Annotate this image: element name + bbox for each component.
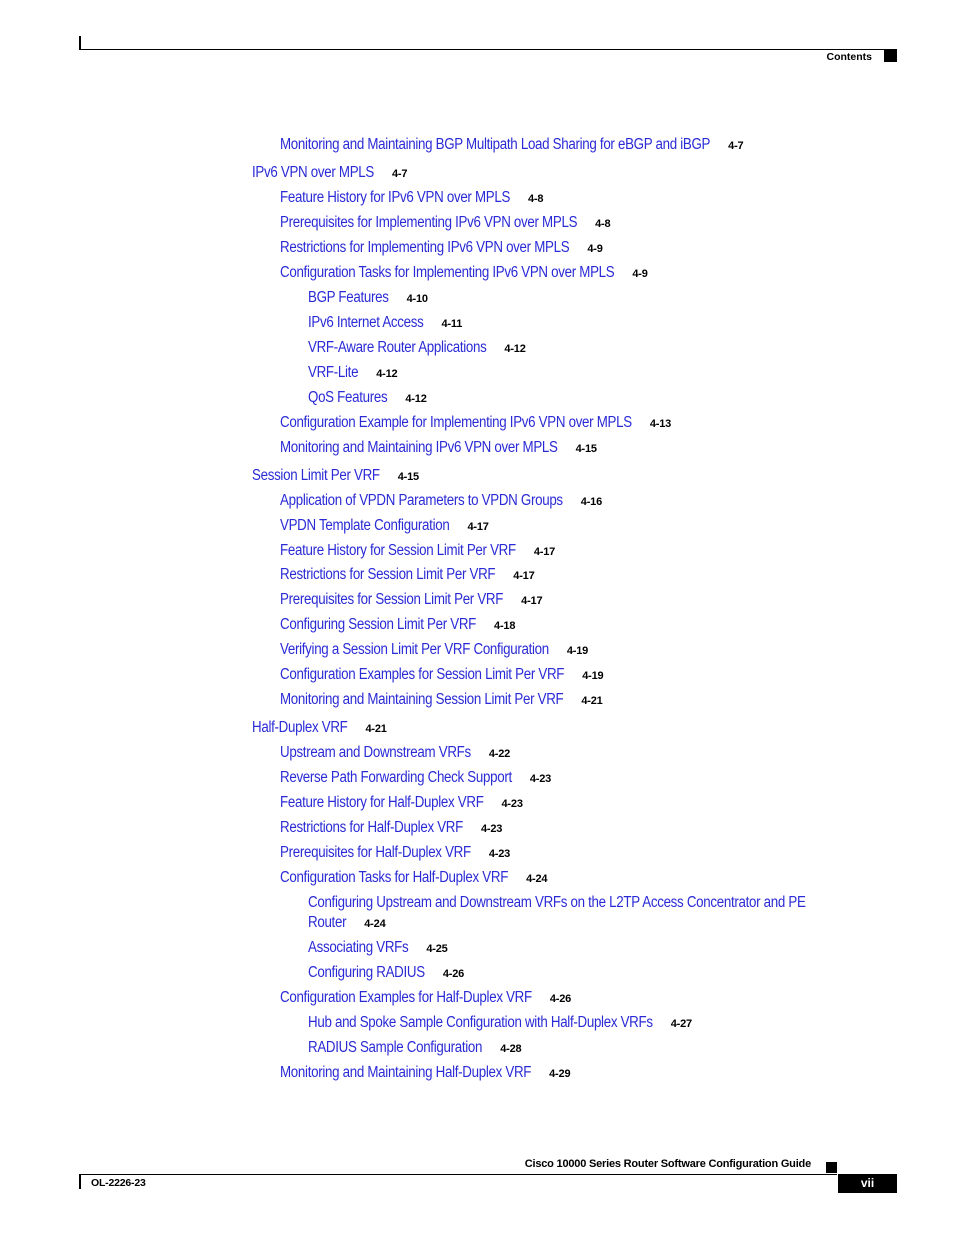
toc-link[interactable]: Hub and Spoke Sample Configuration with Half-Duplex VRFs: [308, 1014, 653, 1031]
toc-entry[interactable]: [280, 413, 671, 437]
toc-entry[interactable]: [308, 363, 397, 387]
toc-page-number: 4-8: [528, 193, 544, 205]
toc-link[interactable]: VRF-Aware Router Applications: [308, 339, 487, 356]
toc-page-number: 4-10: [406, 293, 428, 305]
toc-link[interactable]: Verifying a Session Limit Per VRF Configuration: [280, 641, 549, 658]
toc-entry[interactable]: [280, 188, 543, 212]
toc-page-number: 4-16: [580, 496, 603, 508]
toc-entry[interactable]: [280, 565, 535, 589]
toc-link[interactable]: Monitoring and Maintaining Session Limit Per VRF: [280, 691, 564, 708]
toc-page-number: 4-9: [632, 268, 648, 280]
toc-link[interactable]: IPv6 Internet Access: [308, 314, 424, 331]
toc-entry[interactable]: [280, 743, 510, 767]
toc-entry[interactable]: [280, 1063, 570, 1087]
toc-page-number: 4-23: [501, 798, 523, 810]
toc-entry[interactable]: [280, 438, 597, 462]
toc-entry[interactable]: [308, 963, 464, 987]
toc-link[interactable]: Monitoring and Maintaining Half-Duplex VRF: [280, 1064, 532, 1081]
toc-link[interactable]: Feature History for IPv6 VPN over MPLS: [280, 189, 511, 206]
toc-page-number: 4-21: [365, 723, 387, 735]
toc-entry[interactable]: [280, 640, 588, 664]
toc-page-number: 4-29: [549, 1068, 571, 1080]
toc-page-number: 4-15: [575, 443, 597, 455]
toc-link[interactable]: Prerequisites for Implementing IPv6 VPN over MPLS: [280, 214, 578, 231]
toc-page-number: 4-13: [649, 418, 672, 430]
toc-page-number: 4-27: [670, 1018, 692, 1030]
toc-entry[interactable]: [252, 718, 387, 742]
toc-entry[interactable]: [280, 690, 603, 714]
toc-entry[interactable]: [308, 1038, 521, 1062]
toc-page-number: 4-17: [513, 570, 535, 582]
footer-corner-mark: [79, 1174, 81, 1189]
toc-entry[interactable]: [308, 388, 427, 412]
toc-entry[interactable]: [308, 938, 448, 962]
toc-page-number: 4-23: [488, 848, 511, 860]
toc-entry[interactable]: [308, 1013, 692, 1037]
footer-page-number: vii: [838, 1174, 897, 1193]
toc-page-number: 4-19: [582, 670, 604, 682]
toc-link[interactable]: BGP Features: [308, 289, 389, 306]
toc-entry[interactable]: [280, 491, 602, 515]
toc-entry[interactable]: [308, 313, 462, 337]
toc-link[interactable]: Configuration Tasks for Half-Duplex VRF: [280, 869, 509, 886]
toc-page-number: 4-9: [587, 243, 603, 255]
toc-page-number: 4-12: [405, 393, 427, 405]
toc-entry[interactable]: [308, 288, 428, 312]
toc-page-number: 4-23: [529, 773, 552, 785]
toc-page-number: 4-17: [533, 546, 556, 558]
toc-entry[interactable]: [280, 516, 489, 540]
toc-entry[interactable]: [280, 665, 603, 689]
toc-link-continuation[interactable]: Router: [308, 914, 347, 931]
toc-link[interactable]: RADIUS Sample Configuration: [308, 1039, 483, 1056]
toc-link[interactable]: Configuration Examples for Half-Duplex VRF: [280, 989, 532, 1006]
toc-entry[interactable]: [280, 213, 610, 237]
toc-page-number: 4-24: [526, 873, 548, 885]
toc-page-number: 4-12: [504, 343, 526, 355]
toc-link[interactable]: Feature History for Session Limit Per VRF: [280, 542, 516, 559]
toc-link[interactable]: IPv6 VPN over MPLS: [252, 164, 375, 181]
toc-page-number: 4-26: [549, 993, 572, 1005]
toc-link[interactable]: Prerequisites for Session Limit Per VRF: [280, 591, 504, 608]
toc-link[interactable]: Monitoring and Maintaining BGP Multipath Load Sharing for eBGP and iBGP: [280, 136, 711, 153]
toc-entry[interactable]: [280, 615, 515, 639]
toc-link[interactable]: Configuration Example for Implementing IPv6 VPN over MPLS: [280, 414, 632, 431]
toc-link[interactable]: Restrictions for Session Limit Per VRF: [280, 566, 496, 583]
toc-link[interactable]: Restrictions for Half-Duplex VRF: [280, 819, 463, 836]
toc-link[interactable]: Reverse Path Forwarding Check Support: [280, 769, 512, 786]
toc-page-number: 4-18: [494, 620, 516, 632]
toc-page-number: 4-11: [441, 318, 463, 330]
toc-page-number: 4-22: [488, 748, 511, 760]
toc-link[interactable]: Configuration Tasks for Implementing IPv6 VPN over MPLS: [280, 264, 615, 281]
toc-entry[interactable]: [280, 793, 523, 817]
toc-entry[interactable]: [308, 338, 526, 362]
toc-entry[interactable]: [280, 868, 547, 892]
toc-entry[interactable]: [280, 768, 551, 792]
toc-entry[interactable]: [280, 238, 603, 262]
toc-link[interactable]: Prerequisites for Half-Duplex VRF: [280, 844, 471, 861]
footer-marker-square: [826, 1162, 837, 1173]
toc-link[interactable]: Upstream and Downstream VRFs: [280, 744, 471, 761]
toc-page-number: 4-7: [392, 168, 408, 180]
toc-link[interactable]: VRF-Lite: [308, 364, 359, 381]
toc-link[interactable]: Half-Duplex VRF: [252, 719, 348, 736]
toc-link[interactable]: Feature History for Half-Duplex VRF: [280, 794, 484, 811]
toc-link[interactable]: VPDN Template Configuration: [280, 517, 450, 534]
toc-page-number: 4-12: [376, 368, 398, 380]
footer-doc-number: OL-2226-23: [91, 1177, 146, 1189]
toc-page-number: 4-28: [500, 1043, 522, 1055]
toc-page-number: 4-15: [397, 471, 419, 483]
toc-link[interactable]: Configuring Session Limit Per VRF: [280, 616, 477, 633]
toc-link[interactable]: Configuring Upstream and Downstream VRFs on the L2TP Access Concentrator and PE: [308, 894, 806, 911]
toc-entry[interactable]: [252, 466, 419, 490]
toc-entry[interactable]: [280, 541, 555, 565]
toc-entry-wrapped[interactable]: [308, 893, 887, 937]
toc-entry[interactable]: [280, 843, 510, 867]
toc-link[interactable]: Configuring RADIUS: [308, 964, 425, 981]
toc-page-number: 4-23: [480, 823, 503, 835]
toc-entry[interactable]: [280, 818, 502, 842]
toc-link[interactable]: Monitoring and Maintaining IPv6 VPN over MPLS: [280, 439, 558, 456]
toc-page-number: 4-25: [426, 943, 448, 955]
toc-page-number: 4-24: [364, 918, 386, 930]
toc-page-number: 4-7: [728, 140, 744, 152]
toc-entry[interactable]: [252, 163, 407, 187]
toc-entry[interactable]: [280, 135, 743, 159]
toc-page-number: 4-19: [566, 645, 589, 657]
footer-rule: [79, 1174, 837, 1175]
toc-entry[interactable]: [280, 590, 542, 614]
toc-link[interactable]: Restrictions for Implementing IPv6 VPN over MPLS: [280, 239, 570, 256]
toc-link[interactable]: Configuration Examples for Session Limit Per VRF: [280, 666, 565, 683]
toc-page-number: 4-8: [595, 218, 611, 230]
toc-page-number: 4-17: [467, 521, 489, 533]
toc-link[interactable]: QoS Features: [308, 389, 388, 406]
toc-entry[interactable]: [280, 988, 571, 1012]
running-header-label: Contents: [826, 51, 872, 63]
toc-link[interactable]: Session Limit Per VRF: [252, 467, 380, 484]
toc-link[interactable]: Application of VPDN Parameters to VPDN Groups: [280, 492, 563, 509]
toc-page-number: 4-17: [521, 595, 543, 607]
toc-link[interactable]: Associating VRFs: [308, 939, 409, 956]
footer-guide-title: Cisco 10000 Series Router Software Configuration Guide: [524, 1158, 811, 1170]
toc-page-number: 4-21: [581, 695, 603, 707]
toc-page-number: 4-26: [442, 968, 465, 980]
toc-entry[interactable]: [280, 263, 648, 287]
